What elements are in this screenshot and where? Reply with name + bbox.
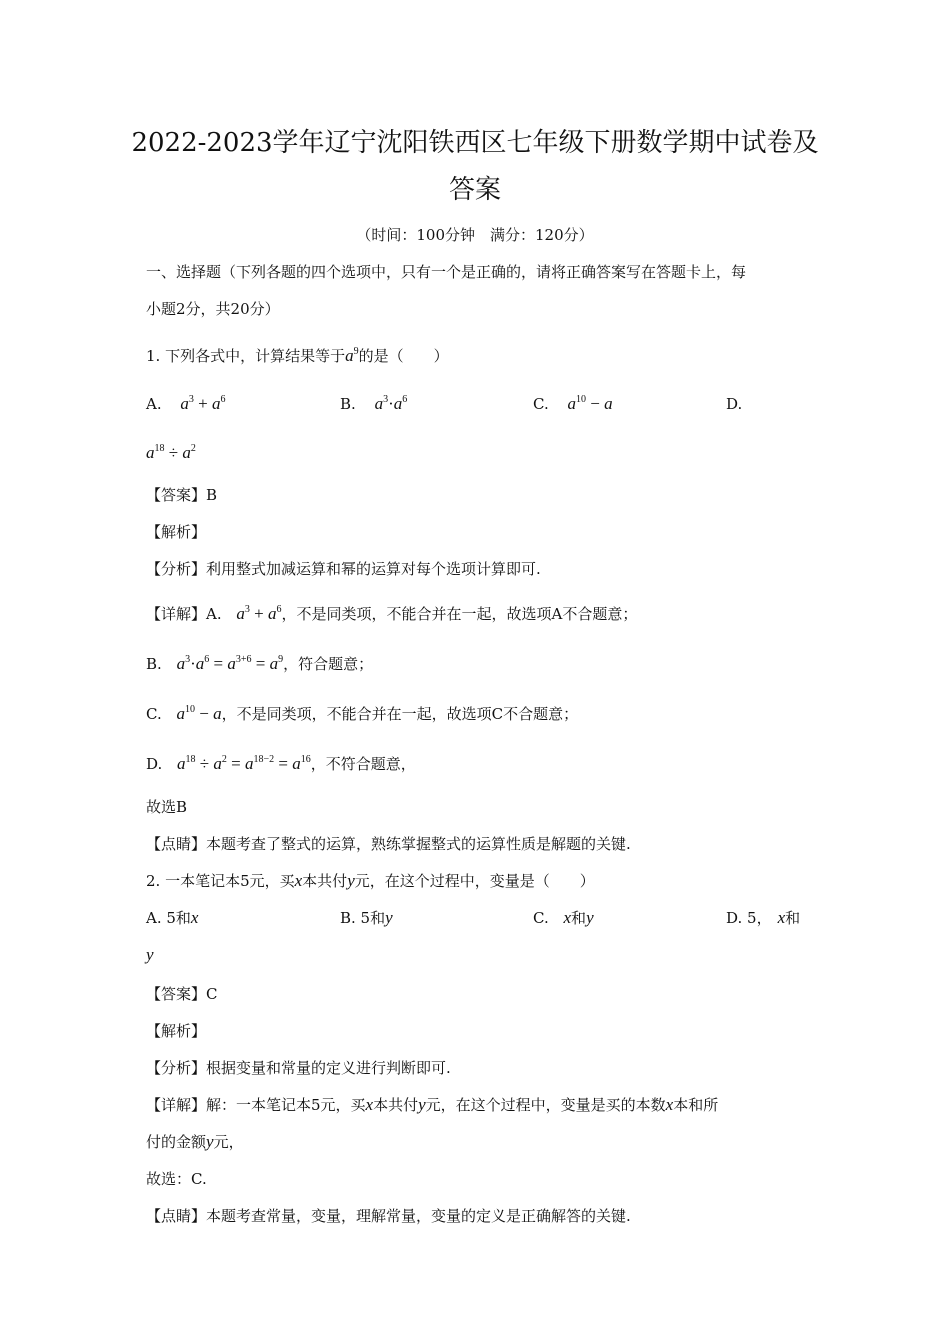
q1-analysis-heading: 【解析】 [146, 523, 207, 541]
option-text: 和 [785, 909, 801, 927]
option-label: C. [533, 395, 549, 413]
var-y: y [418, 1095, 426, 1114]
detail-label: 【详解】A. [146, 605, 222, 623]
math-exp: 9 [353, 346, 359, 357]
option-text: A. 5和 [146, 909, 191, 927]
detail-text: ，不符合题意， [310, 755, 416, 773]
detail-label: D. [146, 755, 163, 773]
q2-conclusion: 故选：C. [146, 1170, 207, 1188]
detail-text: ，不是同类项，不能合并在一起，故选项A不合题意； [281, 605, 638, 623]
detail-text: 【详解】解：一本笔记本5元，买 [146, 1096, 366, 1114]
q2-analysis-heading: 【解析】 [146, 1022, 207, 1040]
option-math: $a^{18} \div a^2$ [146, 443, 196, 462]
var-x: x [365, 1095, 374, 1114]
q2-analysis: 【分析】根据变量和常量的定义进行判断即可. [146, 1059, 451, 1077]
option-text: D. 5， [726, 909, 772, 927]
option-label: A. [146, 395, 162, 413]
var-y: y [586, 908, 594, 927]
q1-option-b [340, 393, 407, 415]
stem-text: 2. 一本笔记本5元，买 [146, 872, 295, 890]
doc-title-line1: 2022-2023学年辽宁沈阳铁西区七年级下册数学期中试卷及 [131, 128, 819, 158]
option-text: C. [533, 909, 549, 927]
q1-detail-d [146, 753, 416, 775]
detail-math: $a^{10} - a$ [176, 704, 222, 723]
exam-meta: （时间：100分钟 满分：120分） [356, 226, 594, 244]
var-y: y [385, 908, 393, 927]
q2-detail-line1 [146, 1094, 718, 1116]
q1-detail-a [146, 603, 637, 625]
section-heading-line2: 小题2分，共20分） [146, 300, 280, 318]
option-label: B. [340, 395, 356, 413]
q1-comment: 【点睛】本题考查了整式的运算，熟练掌握整式的运算性质是解题的关键. [146, 835, 631, 853]
q1-conclusion: 故选B [146, 798, 188, 816]
q2-comment: 【点睛】本题考查常量，变量，理解常量，变量的定义是正确解答的关键. [146, 1207, 631, 1225]
section-heading-line1: 一、选择题（下列各题的四个选项中，只有一个是正确的，请将正确答案写在答题卡上，每 [146, 263, 747, 281]
option-math: $a^3\cdot a^6$ [374, 394, 408, 413]
detail-text: 本共付 [373, 1096, 419, 1114]
detail-text: 元， [213, 1133, 244, 1151]
q1-option-a [146, 393, 225, 415]
q1-stem-math [345, 346, 359, 365]
q2-option-a [146, 907, 198, 929]
q2-option-d [726, 907, 800, 929]
stem-text: 元，在这个过程中，变量是（ ） [354, 872, 595, 890]
option-text: B. 5和 [340, 909, 386, 927]
detail-text: 本和所 [673, 1096, 719, 1114]
q1-option-d-math [146, 442, 196, 464]
detail-math: $a^{18} \div a^2 = a^{18-2} = a^{16}$ [177, 754, 311, 773]
var-y: y [347, 871, 355, 890]
var-x: x [190, 908, 199, 927]
var-y: y [146, 945, 154, 964]
detail-label: B. [146, 655, 162, 673]
q2-answer: 【答案】C [146, 985, 218, 1003]
detail-text: 元，在这个过程中，变量是买的本数 [425, 1096, 666, 1114]
doc-title-line2: 答案 [448, 175, 501, 205]
q1-detail-c [146, 703, 578, 725]
q1-option-c [533, 393, 613, 415]
q2-detail-line2 [146, 1131, 244, 1153]
q1-answer: 【答案】B [146, 486, 218, 504]
detail-math: $a^3\cdot a^6 = a^{3+6} = a^9$ [176, 654, 284, 673]
detail-text: ，符合题意； [283, 655, 374, 673]
q2-option-d-wrap [146, 944, 154, 966]
q2-option-b [340, 907, 393, 929]
option-label: D. [726, 395, 743, 413]
q2-stem [146, 870, 595, 892]
q1-analysis: 【分析】利用整式加减运算和幂的运算对每个选项计算即可. [146, 560, 541, 578]
detail-label: C. [146, 705, 162, 723]
q1-option-d [726, 393, 742, 415]
option-math: $a^3 + a^6$ [180, 394, 226, 413]
var-x: x [563, 908, 572, 927]
option-text: 和 [571, 909, 587, 927]
q1-stem [146, 345, 449, 367]
stem-text: 本共付 [302, 872, 348, 890]
var-x: x [777, 908, 786, 927]
var-x: x [294, 871, 303, 890]
q2-option-c [533, 907, 594, 929]
math-base: a [345, 346, 354, 365]
var-y: y [206, 1132, 214, 1151]
var-x: x [665, 1095, 674, 1114]
q1-stem-pre: 1. 下列各式中，计算结果等于 [146, 347, 346, 365]
option-math: $a^{10} - a$ [567, 394, 613, 413]
detail-math: $a^3 + a^6$ [236, 604, 282, 623]
q1-stem-post: 的是（ ） [358, 347, 449, 365]
detail-text: ，不是同类项，不能合并在一起，故选项C不合题意； [221, 705, 579, 723]
q1-detail-b [146, 653, 373, 675]
detail-text: 付的金额 [146, 1133, 207, 1151]
